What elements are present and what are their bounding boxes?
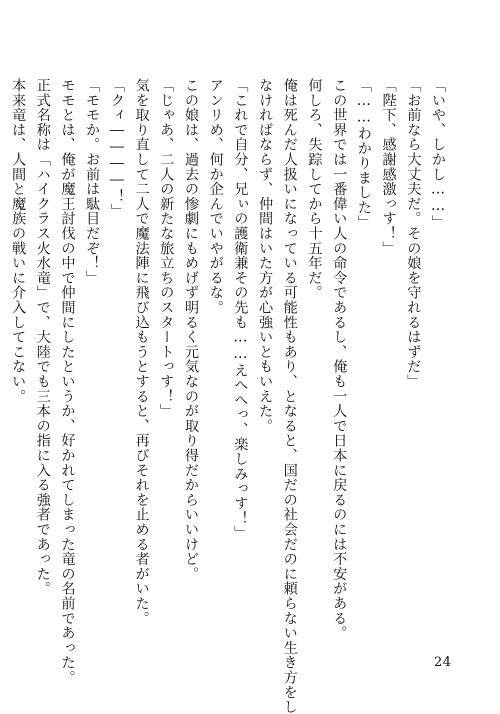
text-line: 「陛下、感謝感激っす！」	[380, 78, 397, 256]
text-line: 「……わかりました」	[355, 78, 372, 230]
text-line: 何しろ、失踪してから十五年だ。	[306, 78, 323, 300]
text-line: アンリめ、何か企んでいやがるな。	[207, 78, 224, 315]
text-line: この娘は、過去の惨劇にもめげず明るく元気なのが取り得だからいいけど。	[182, 78, 199, 582]
text-line: なければならず、仲間はいた方が心強いともいえた。	[257, 78, 274, 434]
text-line: 俺は死んだ人扱いになっている可能性もあり、となると、国だの社会だのに頼らない生き方をし	[281, 78, 298, 714]
text-line: 正式名称は「ハイクラス火水竜」で、大陸でも三本の指に入る強者であった。	[34, 78, 51, 596]
text-line: モモとは、俺が魔王討伐の中で仲間にしたというか、好かれてしまった竜の名前であった。	[59, 78, 76, 685]
text-line: 「いや、しかし……」	[430, 78, 446, 230]
text-line: 「お前なら大丈夫だ。その娘を守れるはずだ」	[405, 78, 422, 389]
text-line: 「モモか。お前は駄目だぞ！」	[84, 78, 101, 286]
page-number: 24	[434, 655, 452, 670]
text-line: 本来竜は、人間と魔族の戦いに介入してこない。	[10, 78, 27, 404]
text-line: 「クィ――――！」	[108, 78, 125, 219]
text-line: 「これで自分、兄ぃの護衛兼その先も……えへへっ、楽しみっす！」	[232, 78, 249, 541]
text-line: この世界では一番偉い人の命令であるし、俺も一人で日本に戻るのには不安がある。	[331, 78, 348, 641]
text-line: 「じゃあ、二人の新たな旅立ちのスタートっす！」	[158, 78, 175, 419]
text-line: 気を取り直して二人で魔法陣に飛び込もうとすると、再びそれを止める者がいた。	[133, 78, 150, 626]
